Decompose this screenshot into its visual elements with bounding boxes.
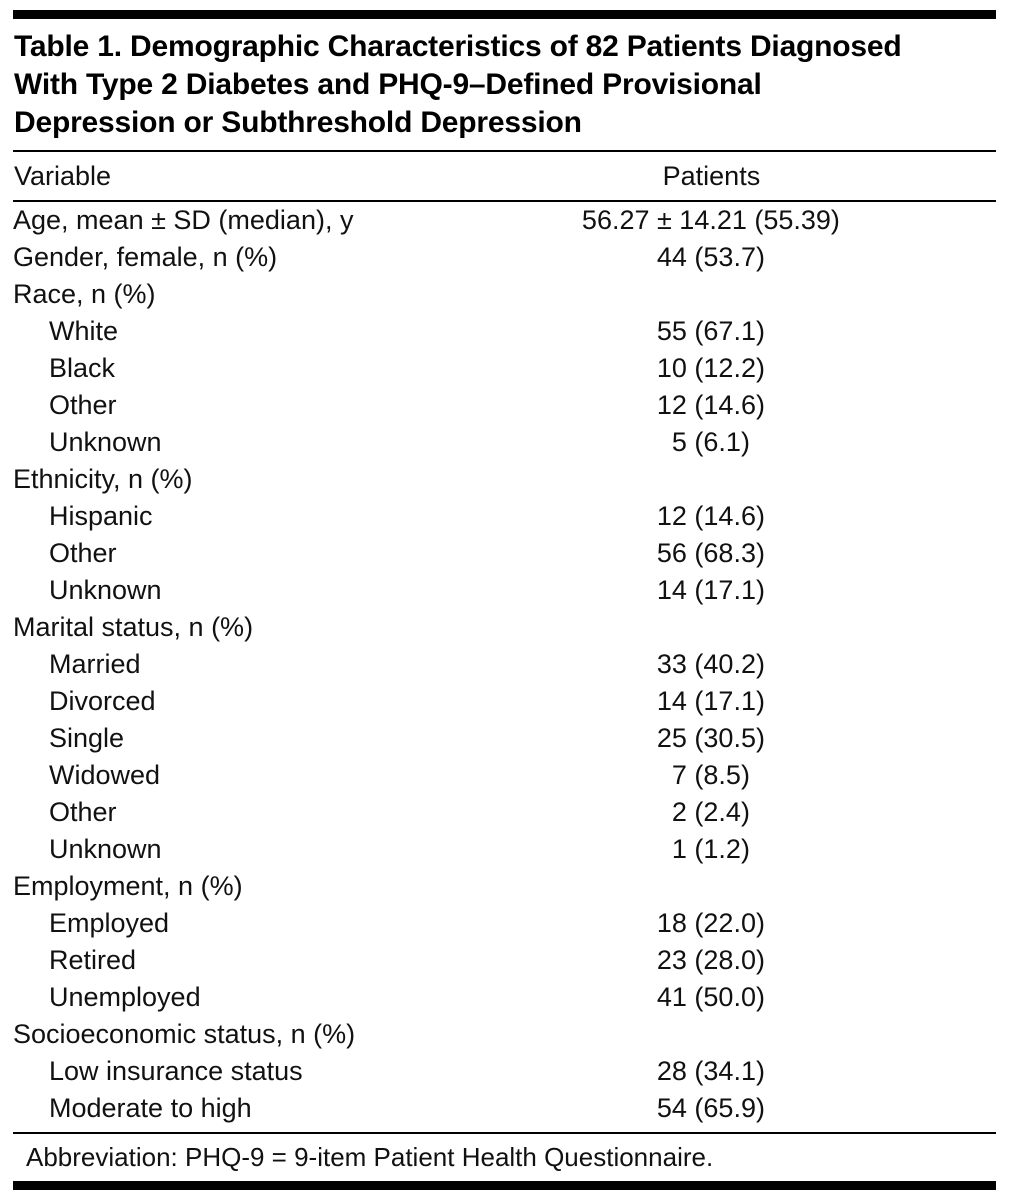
header-row xyxy=(13,151,996,201)
variable-cell: Black xyxy=(49,353,116,383)
top-rule-bar xyxy=(13,10,996,19)
table-row xyxy=(13,868,996,905)
table-row xyxy=(13,1016,996,1053)
patients-cell: 56 (68.3) xyxy=(656,538,765,568)
patients-cell: 28 (34.1) xyxy=(656,1056,765,1086)
variable-cell: Marital status, n (%) xyxy=(13,612,254,642)
table-row xyxy=(13,942,996,979)
table-row xyxy=(13,387,996,424)
table-row xyxy=(13,276,996,313)
table-row xyxy=(13,1090,996,1127)
table-row xyxy=(13,572,996,609)
patients-cell: 14 (17.1) xyxy=(656,575,765,605)
patients-cell: 18 (22.0) xyxy=(656,908,765,938)
patients-cell: 2 (2.4) xyxy=(671,797,750,827)
variable-cell: Moderate to high xyxy=(49,1093,252,1123)
patients-cell: 7 (8.5) xyxy=(671,760,750,790)
variable-cell: Employment, n (%) xyxy=(13,871,243,901)
patients-cell: 56.27 ± 14.21 (55.39) xyxy=(581,205,840,235)
variable-cell: Other xyxy=(49,390,117,420)
variable-cell: Age, mean ± SD (median), y xyxy=(13,205,354,235)
column-header-patients: Patients xyxy=(426,151,996,201)
table-row xyxy=(13,461,996,498)
table-row xyxy=(13,609,996,646)
variable-cell: Unemployed xyxy=(49,982,201,1012)
table-row xyxy=(13,201,996,239)
patients-cell xyxy=(426,1016,996,1053)
variable-cell: Ethnicity, n (%) xyxy=(13,464,193,494)
table-title: Table 1. Demographic Characteristics of 82 Patients Diagnosed With Type 2 Diabetes and PHQ-9–Defined Provisional Depression or Subthreshold Depression xyxy=(14,30,902,139)
column-header-variable: Variable xyxy=(13,151,426,201)
variable-cell: Single xyxy=(49,723,125,753)
patients-cell: 55 (67.1) xyxy=(656,316,765,346)
variable-cell: Gender, female, n (%) xyxy=(13,242,278,272)
bottom-rule-bar xyxy=(13,1181,996,1190)
variable-cell: Unknown xyxy=(49,834,162,864)
patients-cell: 14 (17.1) xyxy=(656,686,765,716)
table-row xyxy=(13,1053,996,1090)
variable-cell: Married xyxy=(49,649,141,679)
table-row xyxy=(13,535,996,572)
patients-cell: 12 (14.6) xyxy=(656,501,765,531)
table-row xyxy=(13,720,996,757)
table-row xyxy=(13,794,996,831)
demographics-table xyxy=(13,150,996,1127)
variable-cell: Unknown xyxy=(49,575,162,605)
variable-cell: Socioeconomic status, n (%) xyxy=(13,1019,356,1049)
table-row xyxy=(13,350,996,387)
variable-cell: Retired xyxy=(49,945,137,975)
variable-cell: Divorced xyxy=(49,686,156,716)
patients-cell: 44 (53.7) xyxy=(656,242,765,272)
table-row xyxy=(13,905,996,942)
table-row xyxy=(13,979,996,1016)
variable-cell: Low insurance status xyxy=(49,1056,303,1086)
variable-cell: Employed xyxy=(49,908,170,938)
patients-cell xyxy=(426,868,996,905)
table-row xyxy=(13,313,996,350)
table-body xyxy=(13,201,996,1127)
patients-cell: 10 (12.2) xyxy=(656,353,765,383)
patients-cell xyxy=(426,461,996,498)
variable-cell: White xyxy=(49,316,119,346)
variable-cell: Hispanic xyxy=(49,501,153,531)
table-row xyxy=(13,683,996,720)
patients-cell: 33 (40.2) xyxy=(656,649,765,679)
table-row xyxy=(13,424,996,461)
patients-cell: 5 (6.1) xyxy=(671,427,750,457)
patients-cell: 23 (28.0) xyxy=(656,945,765,975)
variable-cell: Other xyxy=(49,538,117,568)
patients-cell: 54 (65.9) xyxy=(656,1093,765,1123)
table-header xyxy=(13,151,996,201)
table-row xyxy=(13,498,996,535)
table-row xyxy=(13,831,996,868)
patients-cell: 41 (50.0) xyxy=(656,982,765,1012)
patients-cell: 25 (30.5) xyxy=(656,723,765,753)
patients-cell: 1 (1.2) xyxy=(671,834,750,864)
patients-cell xyxy=(426,276,996,313)
variable-cell: Unknown xyxy=(49,427,162,457)
patients-cell xyxy=(426,609,996,646)
patients-cell: 12 (14.6) xyxy=(656,390,765,420)
table-footnote: Abbreviation: PHQ-9 = 9-item Patient Health Questionnaire. xyxy=(26,1142,714,1172)
table-row xyxy=(13,239,996,276)
variable-cell: Other xyxy=(49,797,117,827)
table-row xyxy=(13,757,996,794)
variable-cell: Race, n (%) xyxy=(13,279,156,309)
variable-cell: Widowed xyxy=(49,760,161,790)
table-row xyxy=(13,646,996,683)
footnote-divider xyxy=(13,1132,996,1134)
